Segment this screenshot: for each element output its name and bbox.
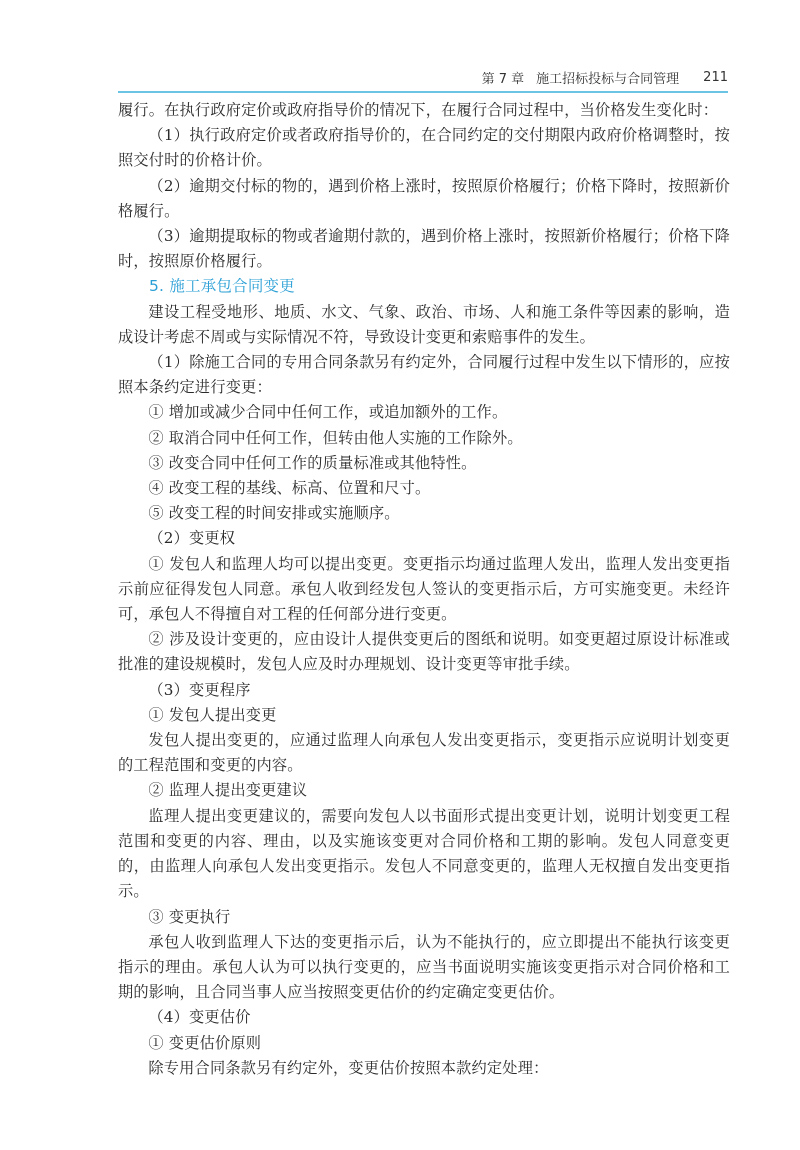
paragraph: 建设工程受地形、地质、水文、气象、政治、市场、人和施工条件等因素的影响，造成设计考虑不周或与实际情况不符，导致设计变更和索赔事件的发生。 — [118, 302, 730, 346]
paragraph: ③ 改变合同中任何工作的质量标准或其他特性。 — [148, 453, 477, 472]
paragraph: ④ 改变工程的基线、标高、位置和尺寸。 — [148, 479, 431, 498]
page-body — [118, 98, 730, 1081]
paragraph: 除专用合同条款另有约定外，变更估价按照本款约定处理： — [148, 1058, 549, 1077]
paragraph: ② 取消合同中任何工作，但转由他人实施的工作除外。 — [148, 428, 523, 447]
paragraph: ① 发包人和监理人均可以提出变更。变更指示均通过监理人发出，监理人发出变更指示前应征得发包人同意。承包人收到经发包人签认的变更指示后，方可实施变更。未经许可，承包人不得擅自对工程的任何部分进行变更。 — [118, 554, 730, 624]
paragraph: （4）变更估价 — [148, 1008, 251, 1027]
page-header — [118, 64, 728, 90]
paragraph: 发包人提出变更的，应通过监理人向承包人发出变更指示，变更指示应说明计划变更的工程范围和变更的内容。 — [118, 731, 730, 775]
paragraph: 履行。在执行政府定价或政府指导价的情况下，在履行合同过程中，当价格发生变化时： — [118, 101, 719, 119]
paragraph: （2）逾期交付标的物的，遇到价格上涨时，按照原价格履行；价格下降时，按照新价格履行。 — [118, 176, 730, 220]
paragraph: ⑤ 改变工程的时间安排或实施顺序。 — [148, 504, 400, 523]
chapter-label: 第 7 章 — [481, 71, 525, 87]
paragraph: （3）逾期提取标的物或者逾期付款的，遇到价格上涨时，按照新价格履行；价格下降时，按照原价格履行。 — [118, 227, 730, 271]
paragraph: ① 增加或减少合同中任何工作，或追加额外的工作。 — [148, 403, 508, 422]
paragraph: 监理人提出变更建议的，需要向发包人以书面形式提出变更计划，说明计划变更工程范围和变更的内容、理由，以及实施该变更对合同价格和工期的影响。发包人同意变更的，由监理人向承包人发出变更指示。发包人不同意变更的，监理人无权擅自发出变更指示。 — [118, 806, 730, 901]
page-number: 211 — [703, 69, 728, 85]
section-heading: 5. 施工承包合同变更 — [149, 277, 295, 296]
paragraph: （3）变更程序 — [148, 680, 251, 699]
paragraph: ② 涉及设计变更的，应由设计人提供变更后的图纸和说明。如变更超过原设计标准或批准的建设规模时，发包人应及时办理规划、设计变更等审批手续。 — [118, 630, 730, 674]
paragraph: （1）执行政府定价或者政府指导价的，在合同约定的交付期限内政府价格调整时，按照交付时的价格计价。 — [118, 126, 730, 170]
paragraph: （2）变更权 — [148, 529, 236, 548]
paragraph: ① 变更估价原则 — [148, 1033, 262, 1052]
header-rule — [118, 91, 728, 93]
paragraph: ① 发包人提出变更 — [148, 705, 277, 724]
paragraph: ② 监理人提出变更建议 — [148, 781, 308, 800]
paragraph: ③ 变更执行 — [148, 907, 231, 926]
paragraph: （1）除施工合同的专用合同条款另有约定外，合同履行过程中发生以下情形的，应按照本条约定进行变更： — [118, 353, 730, 397]
chapter-title: 施工招标投标与合同管理 — [536, 71, 680, 87]
paragraph: 承包人收到监理人下达的变更指示后，认为不能执行的，应立即提出不能执行该变更指示的理由。承包人认为可以执行变更的，应当书面说明实施该变更指示对合同价格和工期的影响，且合同当事人应当按照变更估价的约定确定变更估价。 — [118, 932, 730, 1002]
